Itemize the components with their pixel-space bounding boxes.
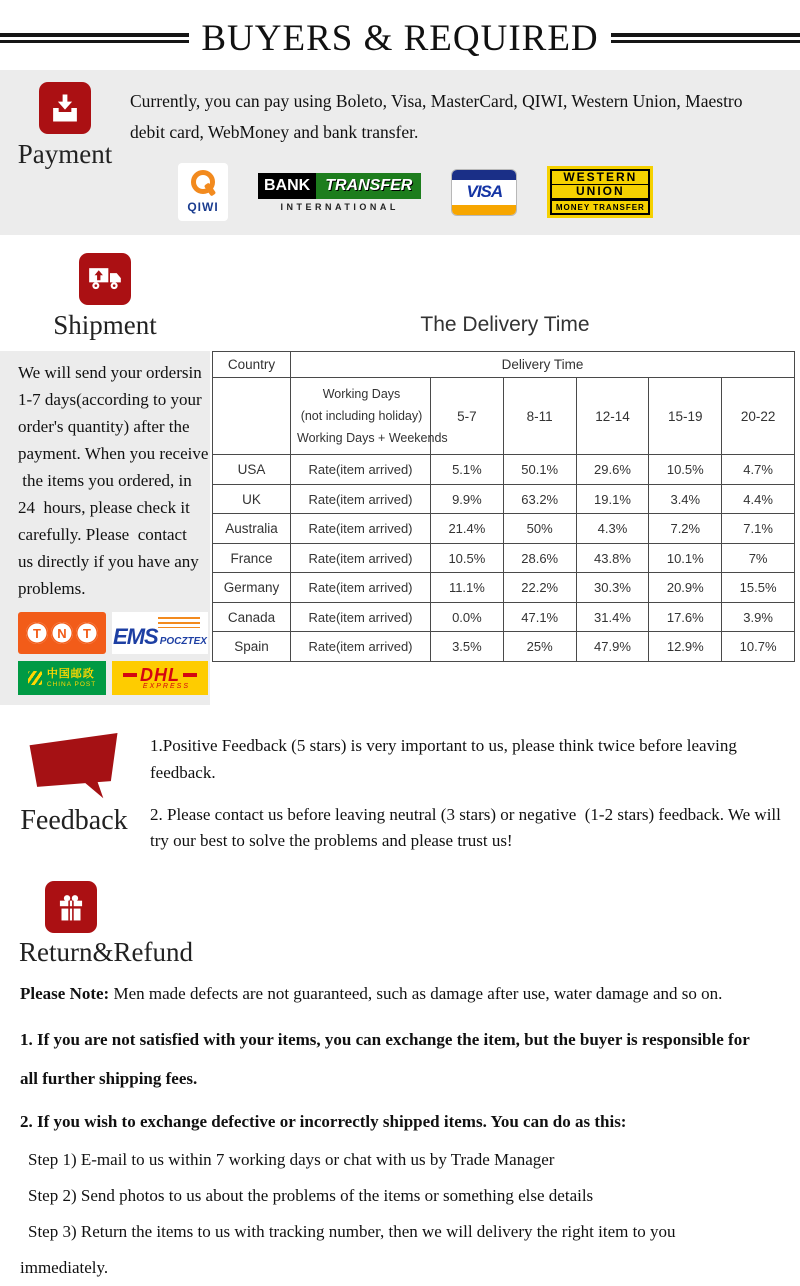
- return-item-2: 2. If you wish to exchange defective or incorrectly shipped items. You can do as this:: [20, 1111, 627, 1131]
- rate-value-cell: 0.0%: [431, 602, 504, 632]
- china-post-logo: [18, 661, 106, 695]
- rate-value-cell: 11.1%: [431, 573, 504, 603]
- rate-value-cell: 17.6%: [649, 602, 722, 632]
- speech-bubble-icon: [22, 727, 126, 807]
- table-row: [213, 573, 795, 603]
- tnt-logo: [18, 612, 106, 654]
- transfer-word: TRANSFER: [316, 173, 421, 199]
- table-subheader-row: [213, 378, 795, 455]
- table-row: [213, 602, 795, 632]
- title-rule-right: [611, 33, 800, 43]
- qiwi-logo-text: QIWI: [187, 200, 219, 215]
- rate-value-cell: 10.1%: [649, 543, 722, 573]
- working-days-line: Working Days: [322, 387, 401, 402]
- visa-top-band: [452, 170, 516, 180]
- table-header-row: [213, 352, 795, 378]
- shipment-note-line: the items you ordered, in: [18, 471, 192, 491]
- page-title: BUYERS & REQUIRED: [201, 17, 599, 59]
- day-range-header: 20-22: [722, 378, 795, 455]
- table-row: [213, 514, 795, 544]
- rate-value-cell: 47.1%: [503, 602, 576, 632]
- rate-value-cell: 30.3%: [576, 573, 649, 603]
- rate-label-cell: Rate(item arrived): [291, 573, 431, 603]
- payment-logos: [178, 163, 800, 221]
- dhl-dash-left: [123, 673, 137, 677]
- wu-word-western: WESTERN: [552, 171, 648, 184]
- wu-money-transfer: MONEY TRANSFER: [552, 201, 648, 213]
- delivery-time-table: [212, 351, 795, 662]
- ems-stripes-icon: [158, 617, 200, 628]
- dhl-logo: [112, 661, 208, 695]
- shipment-label: Shipment: [53, 310, 157, 341]
- china-post-en-text: CHINA POST: [46, 680, 97, 688]
- rate-label-cell: Rate(item arrived): [291, 514, 431, 544]
- payment-emblem: [0, 82, 130, 221]
- rate-value-cell: 29.6%: [576, 455, 649, 485]
- table-header-country: Country: [213, 352, 291, 378]
- shipment-note-line: us directly if you have any: [18, 552, 199, 572]
- tnt-letter: T: [26, 622, 48, 644]
- return-step-line: Step 2) Send photos to us about the problems of the items or something else details: [28, 1185, 594, 1205]
- qiwi-q-icon: [191, 170, 215, 194]
- country-cell: UK: [213, 484, 291, 514]
- day-range-header: 12-14: [576, 378, 649, 455]
- please-note-rest: Men made defects are not guaranteed, such as damage after use, water damage and so on.: [109, 983, 723, 1003]
- rate-value-cell: 50.1%: [503, 455, 576, 485]
- rate-value-cell: 63.2%: [503, 484, 576, 514]
- visa-logo-text: VISA: [466, 182, 503, 202]
- rate-value-cell: 9.9%: [431, 484, 504, 514]
- visa-gold-band: [452, 205, 516, 215]
- shipment-icon: [79, 253, 131, 305]
- western-union-logo: [547, 166, 653, 218]
- tnt-letter: T: [76, 622, 98, 644]
- dhl-express-text: EXPRESS: [142, 682, 190, 690]
- table-subheader-working-days: [291, 378, 448, 455]
- china-post-cn-text: 中国邮政: [46, 667, 95, 680]
- rate-value-cell: 4.7%: [722, 455, 795, 485]
- rate-value-cell: 28.6%: [503, 543, 576, 573]
- rate-value-cell: 4.4%: [722, 484, 795, 514]
- working-days-line: (not including holiday): [300, 409, 423, 424]
- shipment-note-line: payment. When you receive: [18, 444, 209, 464]
- working-days-line: Working Days + Weekends: [297, 431, 448, 446]
- tnt-letter: N: [51, 622, 73, 644]
- table-row: [213, 484, 795, 514]
- title-rule-left: [0, 33, 189, 43]
- rate-value-cell: 10.7%: [722, 632, 795, 662]
- feedback-label: Feedback: [20, 805, 128, 837]
- rate-label-cell: Rate(item arrived): [291, 632, 431, 662]
- carrier-logos: [18, 612, 206, 695]
- rate-label-cell: Rate(item arrived): [291, 602, 431, 632]
- bank-word: BANK: [258, 173, 316, 199]
- shipment-emblem: [0, 253, 210, 347]
- return-refund-notes: [20, 984, 780, 1286]
- payment-section: [0, 70, 800, 235]
- china-post-emblem-icon: [28, 671, 42, 685]
- shipment-header: [0, 253, 800, 347]
- ems-pocztex-logo: [112, 612, 208, 654]
- shipment-note-line: We will send your ordersin: [18, 363, 202, 383]
- please-note-line: [20, 984, 780, 1004]
- rate-value-cell: 3.9%: [722, 602, 795, 632]
- dhl-word: DHL: [140, 664, 180, 685]
- rate-value-cell: 50%: [503, 514, 576, 544]
- download-tray-icon: [46, 89, 84, 127]
- international-word: INTERNATIONAL: [280, 201, 399, 212]
- rate-value-cell: 3.4%: [649, 484, 722, 514]
- feedback-emblem: [0, 721, 148, 854]
- rate-value-cell: 22.2%: [503, 573, 576, 603]
- payment-icon: [39, 82, 91, 134]
- return-refund-icon: [45, 881, 97, 933]
- country-cell: Germany: [213, 573, 291, 603]
- feedback-point-2: 2. Please contact us before leaving neutral (3 stars) or negative (1-2 stars) feedback. We will try our best to solve the problems and please trust us!: [150, 804, 786, 851]
- table-row: [213, 543, 795, 573]
- rate-value-cell: 21.4%: [431, 514, 504, 544]
- day-range-header: 5-7: [431, 378, 504, 455]
- shipment-note-line: carefully. Please contact: [18, 525, 187, 545]
- bank-transfer-logo: [258, 173, 421, 212]
- table-row: [213, 455, 795, 485]
- ems-word: EMS: [113, 624, 158, 650]
- dhl-dash-right: [183, 673, 197, 677]
- return-item-1: 1. If you are not satisfied with your items, you can exchange the item, but the buyer is responsible for all further shipping fees.: [20, 1029, 750, 1088]
- rate-value-cell: 4.3%: [576, 514, 649, 544]
- rate-value-cell: 5.1%: [431, 455, 504, 485]
- payment-description: Currently, you can pay using Boleto, Visa, MasterCard, QIWI, Western Union, Maestro debit card, WebMoney and bank transfer.: [130, 91, 752, 142]
- shipment-note-line: 1-7 days(according to your: [18, 390, 202, 410]
- rate-value-cell: 19.1%: [576, 484, 649, 514]
- rate-value-cell: 3.5%: [431, 632, 504, 662]
- rate-value-cell: 15.5%: [722, 573, 795, 603]
- truck-icon: [85, 259, 125, 299]
- visa-logo: [451, 169, 517, 216]
- wu-word-union: UNION: [552, 185, 648, 198]
- country-cell: Australia: [213, 514, 291, 544]
- gift-icon: [52, 888, 90, 926]
- day-range-header: 15-19: [649, 378, 722, 455]
- country-cell: Spain: [213, 632, 291, 662]
- return-step-line: Step 1) E-mail to us within 7 working days or chat with us by Trade Manager: [28, 1149, 555, 1169]
- country-cell: USA: [213, 455, 291, 485]
- table-subheader-empty: [213, 378, 291, 455]
- please-note-bold: Please Note:: [20, 983, 110, 1003]
- rate-value-cell: 10.5%: [649, 455, 722, 485]
- rate-value-cell: 7%: [722, 543, 795, 573]
- country-cell: France: [213, 543, 291, 573]
- shipment-note: [18, 359, 209, 602]
- rate-value-cell: 10.5%: [431, 543, 504, 573]
- rate-value-cell: 47.9%: [576, 632, 649, 662]
- rate-value-cell: 31.4%: [576, 602, 649, 632]
- shipment-body: [0, 351, 800, 705]
- page-header: [0, 0, 800, 70]
- shipment-note-line: order's quantity) after the: [18, 417, 190, 437]
- shipment-note-line: 24 hours, please check it: [18, 498, 190, 518]
- payment-label: Payment: [17, 139, 113, 169]
- rate-label-cell: Rate(item arrived): [291, 455, 431, 485]
- country-cell: Canada: [213, 602, 291, 632]
- rate-label-cell: Rate(item arrived): [291, 484, 431, 514]
- return-step-line: Step 3) Return the items to us with tracking number, then we will delivery the right item to you immediately.: [20, 1221, 680, 1277]
- day-range-header: 8-11: [503, 378, 576, 455]
- delivery-time-heading: The Delivery Time: [420, 313, 590, 337]
- rate-value-cell: 12.9%: [649, 632, 722, 662]
- feedback-section: [0, 721, 800, 854]
- rate-value-cell: 7.2%: [649, 514, 722, 544]
- return-refund-emblem: [19, 881, 193, 968]
- return-steps: [20, 1142, 680, 1286]
- pocztex-word: POCZTEX: [159, 636, 207, 648]
- rate-label-cell: Rate(item arrived): [291, 543, 431, 573]
- shipment-note-line: problems.: [18, 579, 86, 599]
- qiwi-logo: [178, 163, 228, 221]
- shipment-note-panel: [0, 351, 210, 705]
- rate-value-cell: 25%: [503, 632, 576, 662]
- rate-value-cell: 20.9%: [649, 573, 722, 603]
- rate-value-cell: 43.8%: [576, 543, 649, 573]
- rate-value-cell: 7.1%: [722, 514, 795, 544]
- feedback-point-1: 1.Positive Feedback (5 stars) is very important to us, please think twice before leaving feedback.: [150, 736, 742, 782]
- table-header-delivery-time: Delivery Time: [291, 352, 795, 378]
- table-row: [213, 632, 795, 662]
- return-refund-label: Return&Refund: [19, 936, 193, 967]
